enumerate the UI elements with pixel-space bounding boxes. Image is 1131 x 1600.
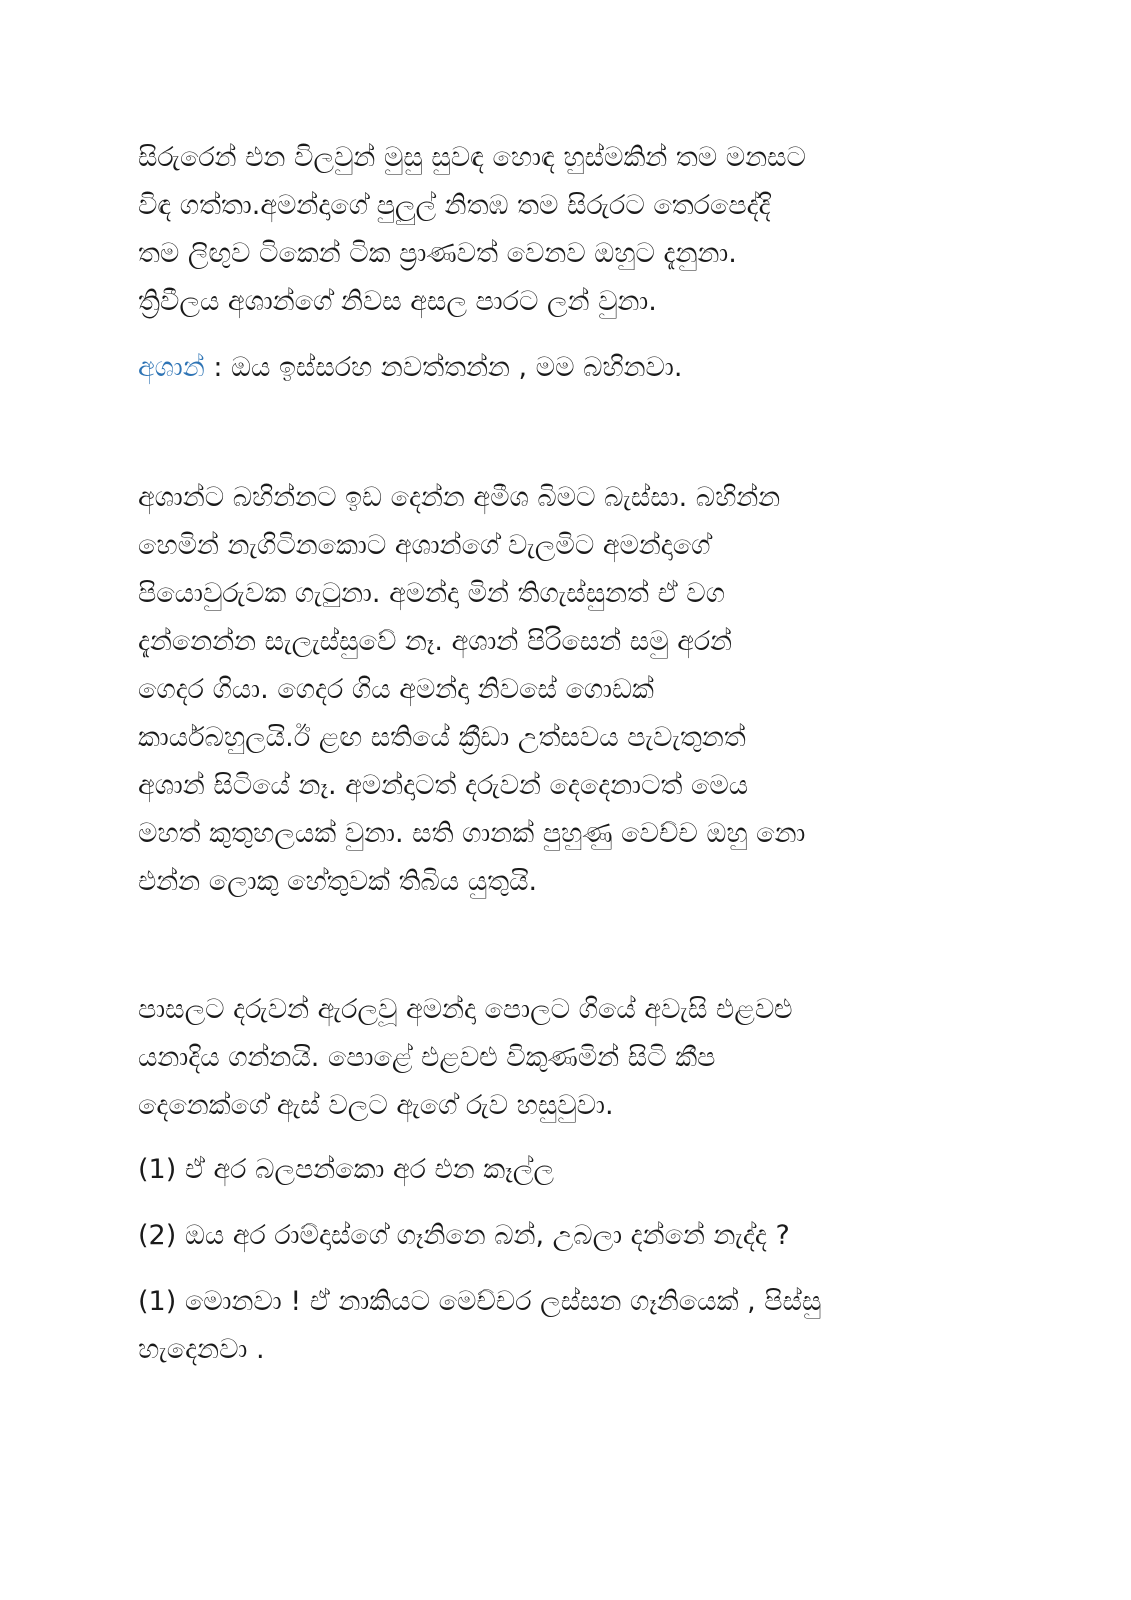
paragraph-line: පාසලට දරුවන් ඇරලවූ අමන්දා පොලට ගියේ අවැසි එළවළු (138, 994, 793, 1025)
paragraph-line: අශාන්ට බහින්නට ඉඩ දෙන්න අමීශ බිමට බැස්සා. බහින්න (138, 482, 781, 513)
paragraph-line: අශාන් සිටියේ නෑ. අමන්දාටත් දරුවන් දෙදෙනාටත් මෙය (138, 770, 749, 801)
dialogue-line: හැදෙනවා . (138, 1334, 265, 1365)
paragraph-line: හෙමින් නැගිටිනකොට අශාන්ගේ වැලමිට අමන්දාගේ (138, 530, 711, 561)
dialogue-line: (1) ඒ අර බලපන්කො අර එන කෑල්ල (138, 1154, 554, 1185)
paragraph-line: දැන්නෙන්න සැලැස්සුවේ නෑ. අශාන් පිරිසෙන් සමු අරන් (138, 626, 733, 657)
paragraph-line: සිරුරෙන් එන විලවුන් මුසු සුවඳ හොඳ හුස්මකින් තම මනසට (138, 142, 806, 173)
dialogue-text: : ඔය ඉස්සරහ නවත්තන්න , මම බහිනවා. (204, 352, 683, 383)
paragraph-line: තම ලිඟුව ටිකෙන් ටික ප්‍රාණවත් වෙනව ඔහුට දැනුනා. (138, 238, 737, 269)
dialogue-line (138, 348, 682, 388)
paragraph-line: කාර්යබහුලයි.ඊ ළඟ සතියේ ක්‍රීඩා උත්සවය පැවැතුනත් (138, 722, 746, 753)
paragraph-line: විඳ ගත්තා.අමන්දාගේ පුලුල් නිතඹ තම සිරුරට තෙරපෙද්දි (138, 190, 771, 221)
paragraph-line: යනාදිය ගන්නයි. පොළේ එළවළු විකුණමින් සිටි කීප (138, 1042, 716, 1073)
paragraph-line: දෙනෙක්ගේ ඇස් වලට ඇගේ රුව හසුවුවා. (138, 1090, 614, 1121)
dialogue-line: (1) මොනවා ! ඒ නාකියට මෙච්චර ලස්සන ගෑනියෙක් , පිස්සු (138, 1286, 822, 1317)
dialogue-line: (2) ඔය අර රාම්දාස්ගේ ගෑනිනෙ බන්, උබලා දන්නේ නැද්ද ? (138, 1220, 790, 1251)
paragraph-line: ත්‍රිවීලය අශාන්ගේ නිවස අසල පාරට ලන් වුනා. (138, 286, 657, 317)
paragraph-line: මහත් කුතුහලයක් වුනා. සති ගානක් පුහුණු වෙච්ච ඔහු නො (138, 818, 806, 849)
paragraph-line: එන්න ලොකු හේතුවක් තිබිය යුතුයි. (138, 866, 538, 897)
speaker-name: අශාන් (138, 352, 205, 383)
paragraph-line: පියොවුරුවක ගැටුනා. අමන්දා මින් තිගැස්සුනත් ඒ වග (138, 578, 726, 609)
paragraph-line: ගෙදර ගියා. ගෙදර ගිය අමන්දා නිවසේ ගොඩක් (138, 674, 654, 705)
